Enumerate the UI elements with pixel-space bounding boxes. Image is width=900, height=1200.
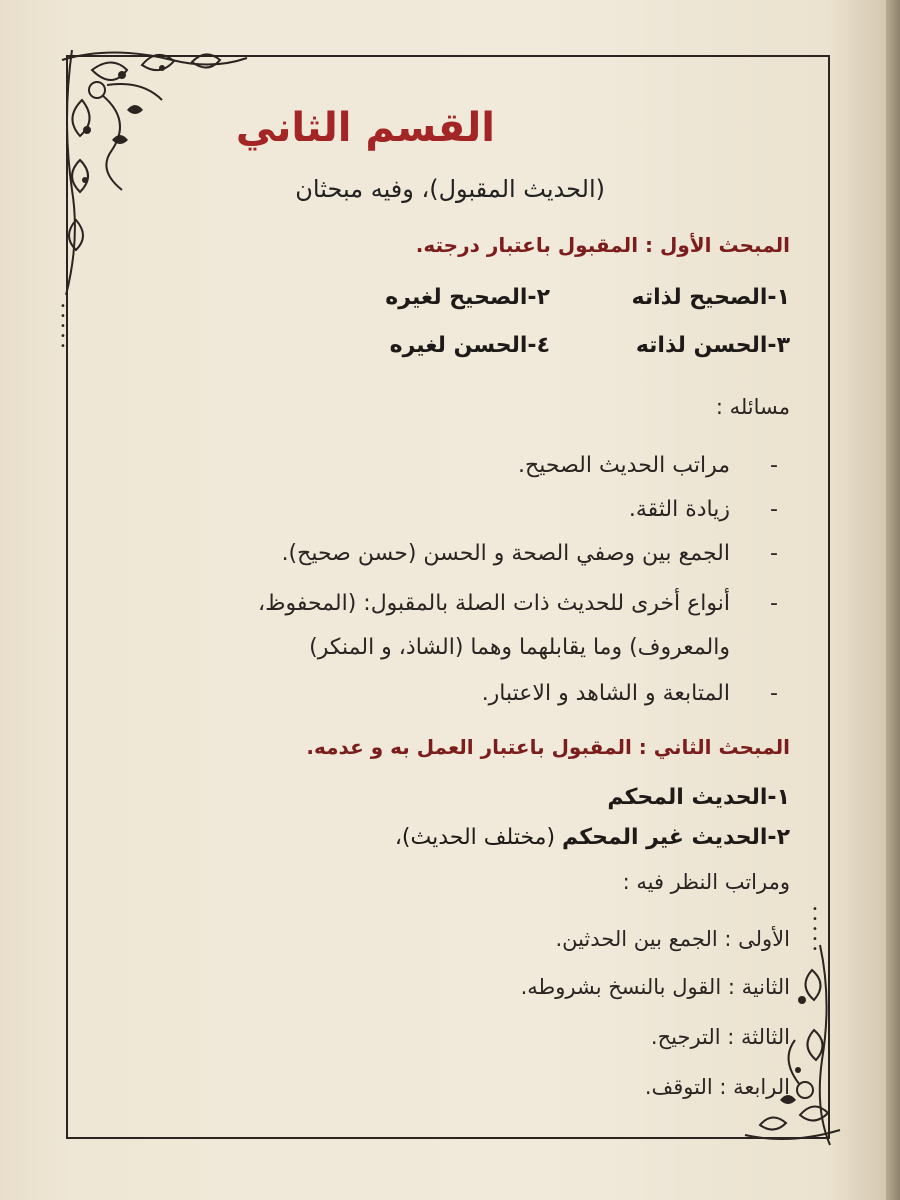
issues-label: مسائله : [715,395,790,419]
section1-item-2: ٢-الصحيح لغيره [385,285,550,310]
section2-item-2-title: ٢-الحديث غير المحكم [562,825,790,850]
bullet-continuation: والمعروف) وما يقابلهما وهما (الشاذ، و المنكر) [309,635,730,660]
bullet-dash: - [770,497,778,522]
section2-heading: المبحث الثاني : المقبول باعتبار العمل به و عدمه. [306,735,790,759]
section1-item-3: ٣-الحسن لذاته [635,333,790,358]
book-spine-edge [886,0,900,1200]
section2-item-2 [395,825,790,850]
bullet-dash: - [770,541,778,566]
bullet-dash: - [770,681,778,706]
page-content [90,95,790,1115]
section2-item-2-note: (مختلف الحديث)، [394,825,563,850]
bullet-text: زيادة الثقة. [628,497,730,522]
rank-line: الأولى : الجمع بين الحدثين. [555,927,790,951]
section2-item-1: ١-الحديث المحكم [607,785,790,810]
bullet-dash: - [770,591,778,616]
section1-item-1: ١-الصحيح لذاته [631,285,790,310]
section1-item-4: ٤-الحسن لغيره [389,333,550,358]
dotted-ornament-right: • • • • • [812,904,818,955]
dotted-ornament-left: • • • • • [60,301,66,352]
rank-line: الرابعة : التوقف. [644,1075,790,1099]
page-subtitle: (الحديث المقبول)، وفيه مبحثان [295,175,605,203]
bullet-text: المتابعة و الشاهد و الاعتبار. [481,681,730,706]
levels-label: ومراتب النظر فيه : [622,870,790,894]
bullet-text: مراتب الحديث الصحيح. [518,453,730,478]
bullet-dash: - [770,453,778,478]
rank-line: الثانية : القول بالنسخ بشروطه. [520,975,790,999]
rank-line: الثالثة : الترجيح. [650,1025,790,1049]
page-title: القسم الثاني [235,105,495,151]
section1-heading: المبحث الأول : المقبول باعتبار درجته. [415,233,790,257]
bullet-text: الجمع بين وصفي الصحة و الحسن (حسن صحيح). [281,541,730,566]
bullet-text: أنواع أخرى للحديث ذات الصلة بالمقبول: (المحفوظ، [258,591,730,616]
